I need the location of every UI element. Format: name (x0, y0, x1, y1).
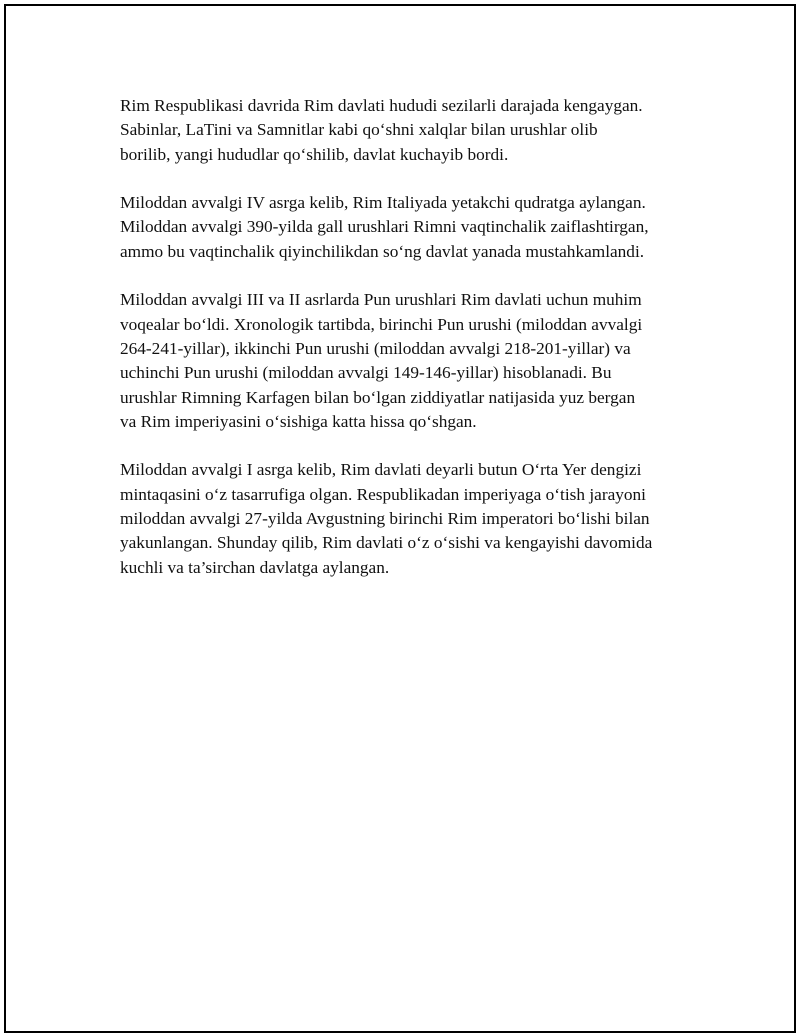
text-line: uchinchi Pun urushi (miloddan avvalgi 149-146-yillar) hisoblanadi. Bu (120, 363, 612, 383)
text-line: Sabinlar, LaTini va Samnitlar kabi qo‘shni xalqlar bilan urushlar olib (120, 120, 598, 140)
page-frame (4, 4, 796, 1033)
text-line: kuchli va ta’sirchan davlatga aylangan. (120, 557, 390, 577)
text-line: va Rim imperiyasini o‘sishiga katta hissa qo‘shgan. (120, 411, 477, 431)
text-line: ammo bu vaqtinchalik qiyinchilikdan so‘ng davlat yanada mustahkamlandi. (120, 241, 645, 261)
paragraph-4 (120, 458, 700, 579)
text-line: Miloddan avvalgi III va II asrlarda Pun urushlari Rim davlati uchun muhim (120, 290, 642, 310)
text-line: borilib, yangi hududlar qo‘shilib, davlat kuchayib bordi. (120, 144, 509, 164)
text-line: yakunlangan. Shunday qilib, Rim davlati o‘z o‘sishi va kengayishi davomida (120, 533, 653, 553)
text-line: voqealar bo‘ldi. Xronologik tartibda, birinchi Pun urushi (miloddan avvalgi (120, 314, 643, 334)
paragraph-1 (120, 94, 700, 167)
text-line: urushlar Rimning Karfagen bilan bo‘lgan ziddiyatlar natijasida yuz bergan (120, 387, 636, 407)
paragraph-3 (120, 288, 700, 434)
text-line: Miloddan avvalgi I asrga kelib, Rim davlati deyarli butun O‘rta Yer dengizi (120, 460, 642, 480)
text-line: Miloddan avvalgi IV asrga kelib, Rim Italiyada yetakchi qudratga aylangan. (120, 193, 646, 213)
text-line: Miloddan avvalgi 390-yilda gall urushlari Rimni vaqtinchalik zaiflashtirgan, (120, 217, 649, 237)
text-line: 264-241-yillar), ikkinchi Pun urushi (miloddan avvalgi 218-201-yillar) va (120, 338, 631, 358)
text-line: Rim Respublikasi davrida Rim davlati hududi sezilarli darajada kengaygan. (120, 96, 643, 115)
text-line: miloddan avvalgi 27-yilda Avgustning birinchi Rim imperatori bo‘lishi bilan (120, 509, 650, 529)
paragraph-2 (120, 191, 700, 264)
text-line: mintaqasini o‘z tasarrufiga olgan. Respublikadan imperiyaga o‘tish jarayoni (120, 484, 646, 504)
document-body (120, 94, 700, 604)
